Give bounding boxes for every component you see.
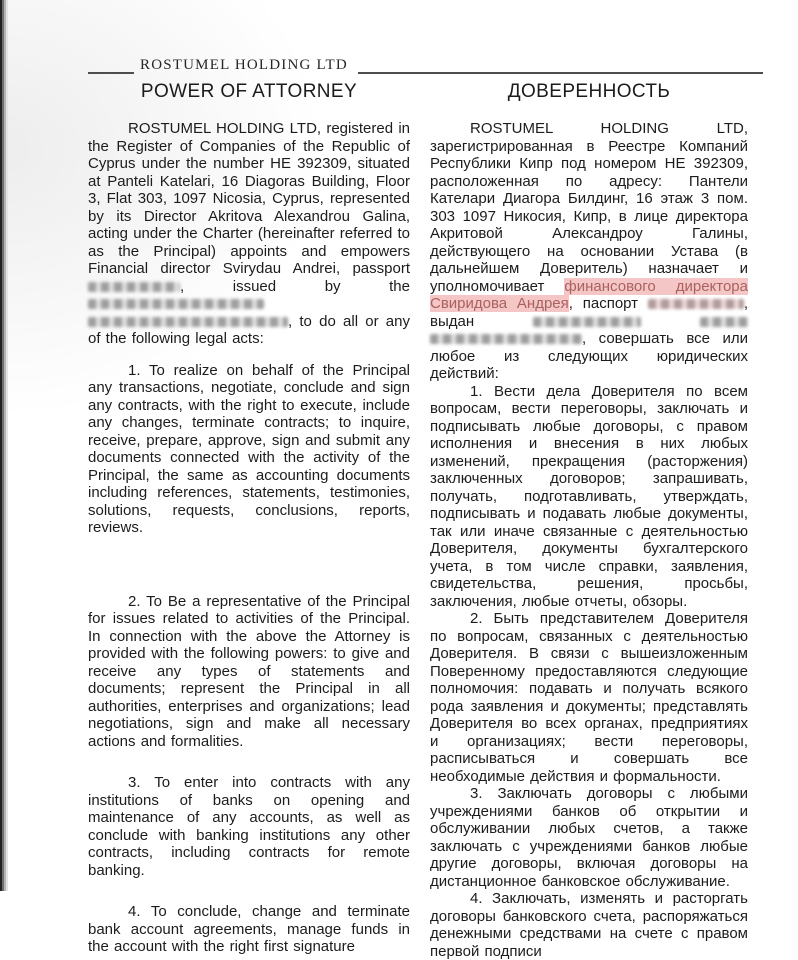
titles-row [88,81,748,103]
redacted-text [88,299,264,309]
document-body [88,120,748,960]
title-doverennost: ДОВЕРЕННОСТЬ [430,81,748,103]
company-name: ROSTUMEL HOLDING LTD [134,57,358,74]
russian-column [430,120,748,960]
column-gap [410,120,430,960]
letterhead [88,56,763,74]
redacted-text [430,334,582,344]
column-gap [410,81,430,103]
title-power-of-attorney: POWER OF ATTORNEY [88,81,410,103]
redacted-text [700,317,748,327]
letterhead-rule-right [358,71,763,74]
numbered-item-english: 4. To conclude, change and terminate bank account agreements, manage funds in the account with the right first signature [88,903,410,956]
letterhead-rule-left [88,71,134,74]
numbered-item-english: 2. To Be a representative of the Principal for issues related to activities of the Principal. In connection with the above the Attorney is provided with the following powers: to give and receive any types of statements and documents; represent the Principal in all authorities, enterprises and organizations; lead negotiations, sign and make all necessary actions and formalities. [88,593,410,751]
numbered-item-russian: 4. Заключать, изменять и расторгать договоры банковского счета, распоряжаться денежными средствами на счете с правом первой подписи [430,890,748,960]
redacted-text [88,282,180,292]
redacted-text [88,317,288,327]
intro-paragraph-english: ROSTUMEL HOLDING LTD, registered in the Register of Companies of the Republic of Cyprus under the number HE 392309, situated at Panteli Katelari, 16 Diagoras Building, Floor 3, Flat 303, 1097 Nicosia, Cyprus, represented by its Director Akritova Alexandrou Galina, acting under the Charter (hereinafter referred to as the Principal) appoints and empowers Financial director Svirydau Andrei, passport , issued by the , to do all or any of the following legal acts: [88,120,410,348]
numbered-items-english [88,362,410,956]
numbered-item-russian: 3. Заключать договоры с любыми учреждениями банков об открытии и обслуживании любых счетов, а также заключать с учреждениями банков любые другие договоры, включая договоры на дистанционное банковское обслуживание. [430,785,748,890]
numbered-item-english: 3. To enter into contracts with any institutions of banks on opening and maintenance of any accounts, as well as conclude with banking institutions any other contracts, including contracts for remote banking. [88,774,410,879]
numbered-item-russian: 2. Быть представителем Доверителя по вопросам, связанных с деятельностью Доверителя. В связи с вышеизложенным Поверенному предоставляются следующие полномочия: подавать и получать всякого рода заявления и документы; представлять Доверителя во всех органах, предприятиях и организациях; вести переговоры, расписываться и совершать все необходимые действия и формальности. [430,610,748,785]
intro-paragraph-russian: ROSTUMEL HOLDING LTD, зарегистрированная в Реестре Компаний Республики Кипр под номером HE 392309, расположенная по адресу: Пантели Кателари Диагора Билдинг, 16 этаж 3 пом. 303 1097 Никосия, Кипр, в лице директора Акритовой Александроу Галины, действующего на основании Устава (в дальнейшем Доверитель) назначает и уполномочивает финансового директора Свиридова Андрея, паспорт , выдан , совершать все или любое из следующих юридических действий: [430,120,748,383]
numbered-item-russian: 1. Вести дела Доверителя по всем вопросам, вести переговоры, заключать и подписывать любые договоры, с правом исполнения и внесения в них любых изменений, прекращения (расторжения) заключенных договоров; запрашивать, получать, подготавливать, утверждать, подписывать и подавать любые документы, так или иначе связанные с деятельностью Доверителя, документы бухгалтерского учета, в том числе справки, заявления, свидетельства, решения, просьбы, заключения, любые отчеты, обзоры. [430,383,748,611]
redacted-text [648,299,744,309]
document-content [88,56,748,960]
numbered-item-english: 1. To realize on behalf of the Principal any transactions, negotiate, conclude and sign any contracts, with the right to execute, include any changes, terminate contracts; to inquire, receive, prepare, approve, sign and submit any documents connected with the activity of the Principal, the same as accounting documents including references, statements, testimonies, solutions, requests, conclusions, reports, reviews. [88,362,410,537]
english-column [88,120,410,960]
redacted-text [533,317,641,327]
highlighted-attorney-name: финансового директора Свиридова Андрея [430,278,748,313]
numbered-items-russian [430,383,748,960]
scan-edge-artifact [0,0,8,891]
